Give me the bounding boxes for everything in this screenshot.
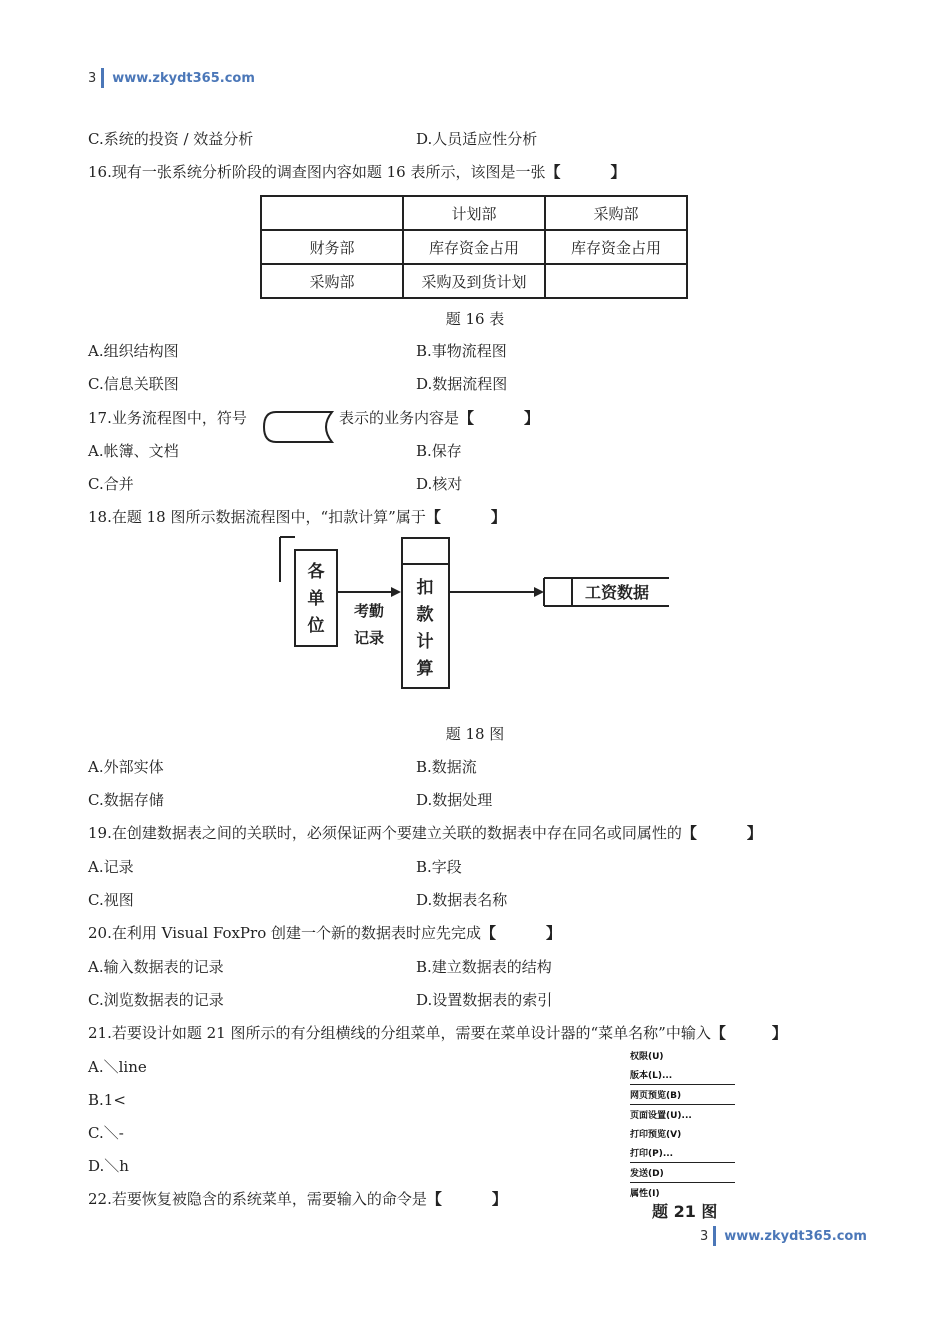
q16-stem: 16.现有一张系统分析阶段的调查图内容如题 16 表所示，该图是一张 [88, 163, 546, 181]
q18-option-a: A.外部实体 [88, 758, 164, 776]
q18-stem-line [88, 507, 506, 527]
external-entity [280, 537, 337, 646]
q20-stem: 20.在利用 Visual FoxPro 创建一个新的数据表时应先完成 [88, 924, 481, 942]
menu-item: 网页预览(B) [630, 1091, 682, 1101]
process-box [402, 538, 449, 688]
q19-option-c: C.视图 [88, 891, 134, 909]
q22-stem-line [88, 1189, 507, 1209]
q17-option-c: C.合并 [88, 475, 134, 493]
q17-bracket-close: 】 [524, 409, 540, 427]
q21-caption: 题 21 图 [652, 1202, 718, 1221]
footer-divider [713, 1226, 716, 1246]
flow-label-line: 记录 [353, 629, 385, 647]
q20-option-a: A.输入数据表的记录 [88, 958, 224, 976]
q21-option-a: A.＼line [88, 1058, 147, 1076]
q21-bracket-open: 【 [710, 1024, 726, 1042]
entity-char: 各 [307, 562, 325, 582]
q18-option-d: D.数据处理 [416, 791, 493, 809]
q18-bracket-close: 】 [490, 508, 506, 526]
q19-option-a: A.记录 [88, 858, 134, 876]
q16-option-d: D.数据流程图 [416, 375, 508, 393]
q21-menu-figure [630, 1048, 735, 1204]
q16-bracket-close: 】 [610, 163, 626, 181]
process-char: 扣 [416, 578, 434, 598]
q17-stem-after: 表示的业务内容是 [339, 409, 460, 427]
menu-item: 发送(D) [630, 1169, 664, 1179]
menu-item: 打印(P)... [630, 1149, 674, 1159]
q17-stem-before: 17.业务流程图中，符号 [88, 409, 247, 427]
q19-bracket-close: 】 [746, 824, 762, 842]
table-cell: 采购部 [261, 264, 403, 298]
q17-option-a: A.帐簿、文档 [88, 442, 179, 460]
q16-option-b: B.事物流程图 [416, 342, 507, 360]
process-char: 款 [416, 605, 434, 625]
q16-bracket-open: 【 [545, 163, 561, 181]
q18-bracket-open: 【 [425, 508, 441, 526]
table-cell: 计划部 [403, 196, 545, 230]
q16-stem-line [88, 162, 626, 182]
q20-stem-line [88, 923, 561, 943]
header-page-number: 3 [88, 70, 97, 86]
q21-stem-line [88, 1023, 787, 1043]
q17-option-b: B.保存 [416, 442, 462, 460]
q20-option-b: B.建立数据表的结构 [416, 958, 552, 976]
q18-caption: 题 18 图 [445, 725, 505, 743]
table-cell: 财务部 [261, 230, 403, 264]
data-store [544, 578, 669, 606]
q20-option-d: D.设置数据表的索引 [416, 991, 553, 1009]
menu-item: 打印预览(V) [630, 1130, 682, 1140]
q18-stem: 18.在题 18 图所示数据流程图中，“扣款计算”属于 [88, 508, 426, 526]
table-cell: 采购及到货计划 [403, 264, 545, 298]
q22-stem: 22.若要恢复被隐含的系统菜单，需要输入的命令是 [88, 1190, 427, 1208]
q21-stem: 21.若要设计如题 21 图所示的有分组横线的分组菜单，需要在菜单设计器的“菜单名称”中输入 [88, 1024, 711, 1042]
q20-option-c: C.浏览数据表的记录 [88, 991, 224, 1009]
q18-option-b: B.数据流 [416, 758, 477, 776]
q22-bracket-close: 】 [491, 1190, 507, 1208]
q21-bracket-close: 】 [771, 1024, 787, 1042]
menu-item: 属性(I) [630, 1189, 660, 1199]
q16-option-a: A.组织结构图 [88, 342, 179, 360]
q21-option-c: C.＼- [88, 1124, 124, 1142]
table-cell [261, 196, 403, 230]
menu-item: 版本(L)... [630, 1071, 673, 1081]
page-footer [700, 1226, 867, 1246]
q16-option-c: C.信息关联图 [88, 375, 179, 393]
data-flow-arrow [449, 587, 544, 597]
store-label: 工资数据 [584, 583, 650, 602]
q17-stem-after-line [339, 408, 539, 428]
q19-bracket-open: 【 [681, 824, 697, 842]
flow-label-line: 考勤 [353, 602, 385, 620]
process-char: 算 [416, 659, 434, 679]
q21-option-b: B.1< [88, 1091, 126, 1109]
process-char: 计 [416, 632, 434, 652]
table-row [261, 230, 687, 264]
q19-stem: 19.在创建数据表之间的关联时，必须保证两个要建立关联的数据表中存在同名或同属性的 [88, 824, 682, 842]
q19-stem-line [88, 823, 762, 843]
q17-option-d: D.核对 [416, 475, 463, 493]
table-cell: 库存资金占用 [545, 230, 687, 264]
data-flow-arrow [337, 587, 401, 647]
storage-symbol-icon [262, 410, 336, 444]
header-divider [101, 68, 104, 88]
table-cell: 采购部 [545, 196, 687, 230]
table-row [261, 196, 687, 230]
q15-option-c: C.系统的投资 / 效益分析 [88, 130, 254, 148]
q17-bracket-open: 【 [459, 409, 475, 427]
entity-char: 单 [307, 589, 325, 609]
q22-bracket-open: 【 [426, 1190, 442, 1208]
menu-item: 页面设置(U)... [630, 1111, 692, 1121]
q21-option-d: D.＼h [88, 1157, 129, 1175]
q20-bracket-close: 】 [546, 924, 562, 942]
header-site-link[interactable]: www.zkydt365.com [112, 70, 255, 86]
menu-item: 权限(U) [630, 1052, 664, 1062]
q19-option-b: B.字段 [416, 858, 462, 876]
table-row [261, 264, 687, 298]
entity-char: 位 [307, 616, 325, 636]
table-cell [545, 264, 687, 298]
q19-option-d: D.数据表名称 [416, 891, 508, 909]
q16-caption: 题 16 表 [445, 310, 505, 328]
q18-option-c: C.数据存储 [88, 791, 164, 809]
q20-bracket-open: 【 [481, 924, 497, 942]
footer-page-number: 3 [700, 1228, 709, 1244]
footer-site-link[interactable]: www.zkydt365.com [724, 1228, 867, 1244]
table-cell: 库存资金占用 [403, 230, 545, 264]
q16-table [260, 195, 688, 299]
page-header [88, 68, 255, 88]
q18-dataflow-diagram [275, 534, 675, 694]
q15-option-d: D.人员适应性分析 [416, 130, 538, 148]
